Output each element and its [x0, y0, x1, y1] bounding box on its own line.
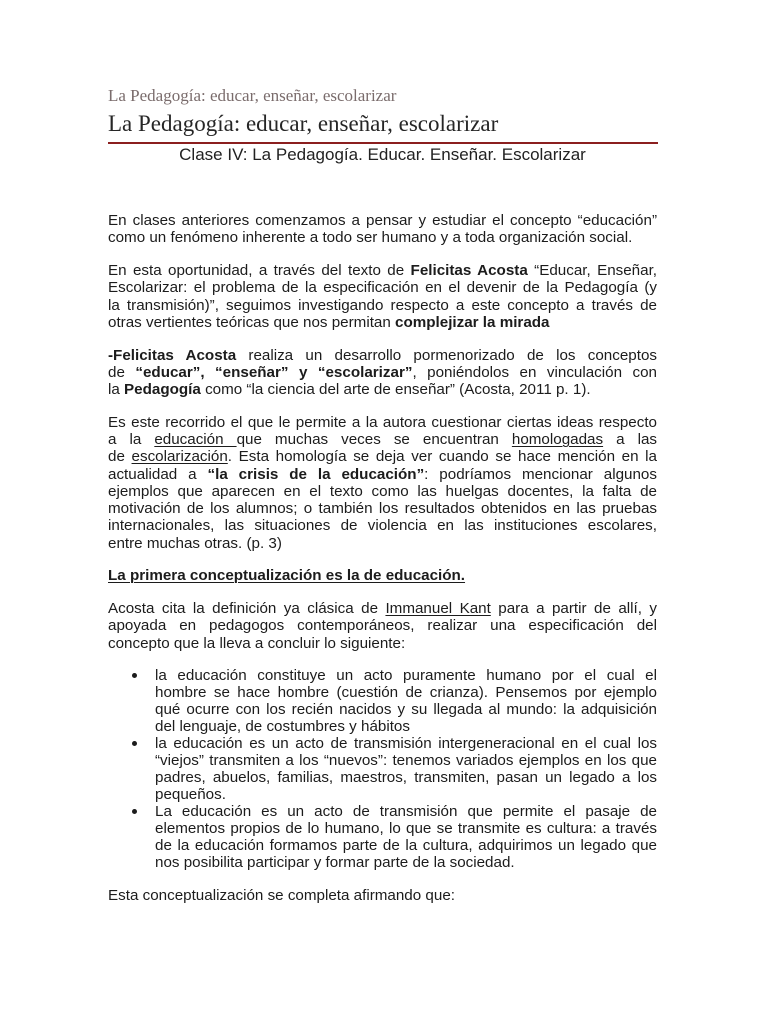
- text-run: La educación es un acto de transmisión que permite el pasaje de: [155, 803, 657, 821]
- text-line: [155, 667, 657, 684]
- text-run: como “la ciencia del arte de enseñar” (Acosta, 2011 p. 1).: [200, 381, 591, 398]
- bullet-icon: [132, 809, 137, 814]
- text-run: motivación de los alumnos; o también los resultados obtenidos en las pruebas: [108, 500, 657, 517]
- text-line: [108, 279, 657, 296]
- text-line: [155, 718, 657, 735]
- text-run: . Esta homología se deja ver cuando se hace mención en la: [227, 448, 657, 466]
- bullet-item: [108, 667, 657, 735]
- text-run: apoyada en pedagogos contemporáneos, realizar una especificación del: [108, 617, 657, 635]
- document-subtitle: Clase IV: La Pedagogía. Educar. Enseñar. Escolarizar: [179, 145, 586, 164]
- bullet-item: [108, 803, 657, 871]
- text-run: , poniéndolos en vinculación con: [412, 363, 657, 381]
- text-line: [108, 448, 657, 465]
- text-run: Esta conceptualización se completa afirmando que:: [108, 886, 455, 904]
- bullet-icon: [132, 741, 137, 746]
- text-run: la educación constituye un acto puramente humano por el cual el: [155, 667, 657, 685]
- text-run: de: [108, 448, 132, 466]
- text-line: [155, 837, 657, 854]
- section-heading: [108, 567, 657, 584]
- bold-text: “la crisis de la educación”: [207, 465, 425, 483]
- text-run: Es este recorrido el que le permite a la autora cuestionar ciertas ideas respecto: [108, 413, 657, 431]
- text-line: [155, 735, 657, 752]
- text-run: a la: [108, 431, 155, 448]
- text-line: [155, 769, 657, 786]
- text-run: la transmisión)”, seguimos investigando respecto a este concepto a través de: [108, 296, 657, 314]
- text-run: como un fenómeno inherente a todo ser humano y a toda organización social.: [108, 229, 633, 247]
- text-line: [108, 887, 657, 904]
- text-run: qué ocurre con los recién nacidos y su llegada al mundo: la adquisición: [155, 701, 657, 719]
- text-line: [108, 500, 657, 517]
- text-line: [108, 314, 657, 331]
- text-run: pequeños.: [155, 786, 226, 804]
- text-run: : podríamos mencionar algunos: [424, 465, 657, 483]
- underlined-text: homologadas: [511, 431, 604, 448]
- text-run: padres, abuelos, familias, maestros, transmiten, pasan un legado a los: [155, 769, 657, 787]
- underlined-text: escolarización: [131, 448, 228, 466]
- paragraph: [108, 887, 657, 904]
- text-run: del lenguaje, de costumbres y hábitos: [155, 718, 410, 736]
- text-run: entre muchas otras. (p. 3): [108, 534, 282, 552]
- text-line: [108, 212, 657, 229]
- text-line: [108, 617, 657, 634]
- underlined-text: educación: [154, 431, 237, 448]
- text-line: [155, 752, 657, 769]
- text-line: [108, 483, 657, 500]
- text-run: otras vertientes teóricas que nos permitan: [108, 313, 396, 331]
- bold-text: Felicitas Acosta: [410, 262, 528, 279]
- text-line: [108, 535, 657, 552]
- text-line: [155, 684, 657, 701]
- text-line: [155, 803, 657, 820]
- bold-text: -Felicitas Acosta: [108, 346, 237, 364]
- paragraph: [108, 212, 657, 247]
- text-line: [155, 701, 657, 718]
- text-run: realiza un desarrollo pormenorizado de los conceptos: [236, 346, 657, 364]
- text-run: la educación es un acto de transmisión intergeneracional en el cual los: [155, 735, 657, 753]
- text-line: [155, 820, 657, 837]
- text-run: hombre se hace hombre (cuestión de crianza). Pensemos por ejemplo: [155, 684, 657, 702]
- text-run: “viejos” transmiten a los “nuevos”: tenemos variados ejemplos en los que: [155, 752, 657, 770]
- text-line: [108, 517, 657, 534]
- underlined-text: Immanuel Kant: [385, 600, 491, 617]
- text-line: [155, 786, 657, 803]
- text-line: [108, 297, 657, 314]
- text-run: para a partir de allí, y: [490, 600, 657, 617]
- paragraph: [108, 262, 657, 331]
- document-title: La Pedagogía: educar, enseñar, escolarizar: [108, 111, 499, 136]
- text-run: que muchas veces se encuentran: [236, 431, 512, 448]
- text-line: [108, 414, 657, 431]
- text-line: [108, 600, 657, 617]
- text-run: de la educación formamos parte de la cultura, adquirimos un legado que: [155, 837, 657, 855]
- text-run: concepto que la lleva a concluir lo siguiente:: [108, 634, 406, 652]
- text-run: Escolarizar: el problema de la especificación en el devenir de la Pedagogía (y: [108, 279, 657, 297]
- paragraph: [108, 600, 657, 652]
- bold-text: “educar”, “enseñar” y “escolarizar”: [135, 363, 413, 381]
- text-run: actualidad a: [108, 465, 208, 483]
- text-run: de: [108, 363, 136, 381]
- text-line: [108, 466, 657, 483]
- bold-text: Pedagogía: [124, 381, 201, 398]
- text-line: [108, 229, 657, 246]
- text-line: [108, 431, 657, 448]
- underlined-bold-text: La primera conceptualización es la de educación.: [108, 567, 466, 585]
- text-run: la: [108, 381, 125, 398]
- text-line: [108, 381, 657, 398]
- text-run: nos posibilita participar y formar parte de la sociedad.: [155, 854, 515, 872]
- bold-text: complejizar la mirada: [395, 313, 550, 331]
- text-run: elementos propios de lo humano, lo que se transmite es cultura: a través: [155, 820, 657, 838]
- bullet-icon: [132, 673, 137, 678]
- text-line: [108, 262, 657, 279]
- paragraph: [108, 414, 657, 552]
- text-line: [155, 854, 657, 871]
- text-line: [108, 364, 657, 381]
- document-body: [108, 212, 657, 920]
- running-header: La Pedagogía: educar, enseñar, escolarizar: [108, 86, 397, 105]
- text-run: En esta oportunidad, a través del texto de: [108, 262, 411, 279]
- text-run: Acosta cita la definición ya clásica de: [108, 600, 386, 617]
- text-run: “Educar, Enseñar,: [527, 262, 658, 279]
- text-line: [108, 347, 657, 364]
- text-run: En clases anteriores comenzamos a pensar y estudiar el concepto “educación”: [108, 212, 657, 229]
- text-line: [108, 635, 657, 652]
- bullet-item: [108, 735, 657, 803]
- text-run: internacionales, las situaciones de violencia en las instituciones escolares,: [108, 517, 657, 535]
- bullet-list: [108, 667, 657, 871]
- text-line: [108, 567, 657, 584]
- title-rule: [108, 142, 658, 144]
- text-run: a las: [603, 431, 657, 448]
- paragraph: [108, 347, 657, 399]
- text-run: ejemplos que aparecen en el texto como las huelgas docentes, la falta de: [108, 482, 657, 500]
